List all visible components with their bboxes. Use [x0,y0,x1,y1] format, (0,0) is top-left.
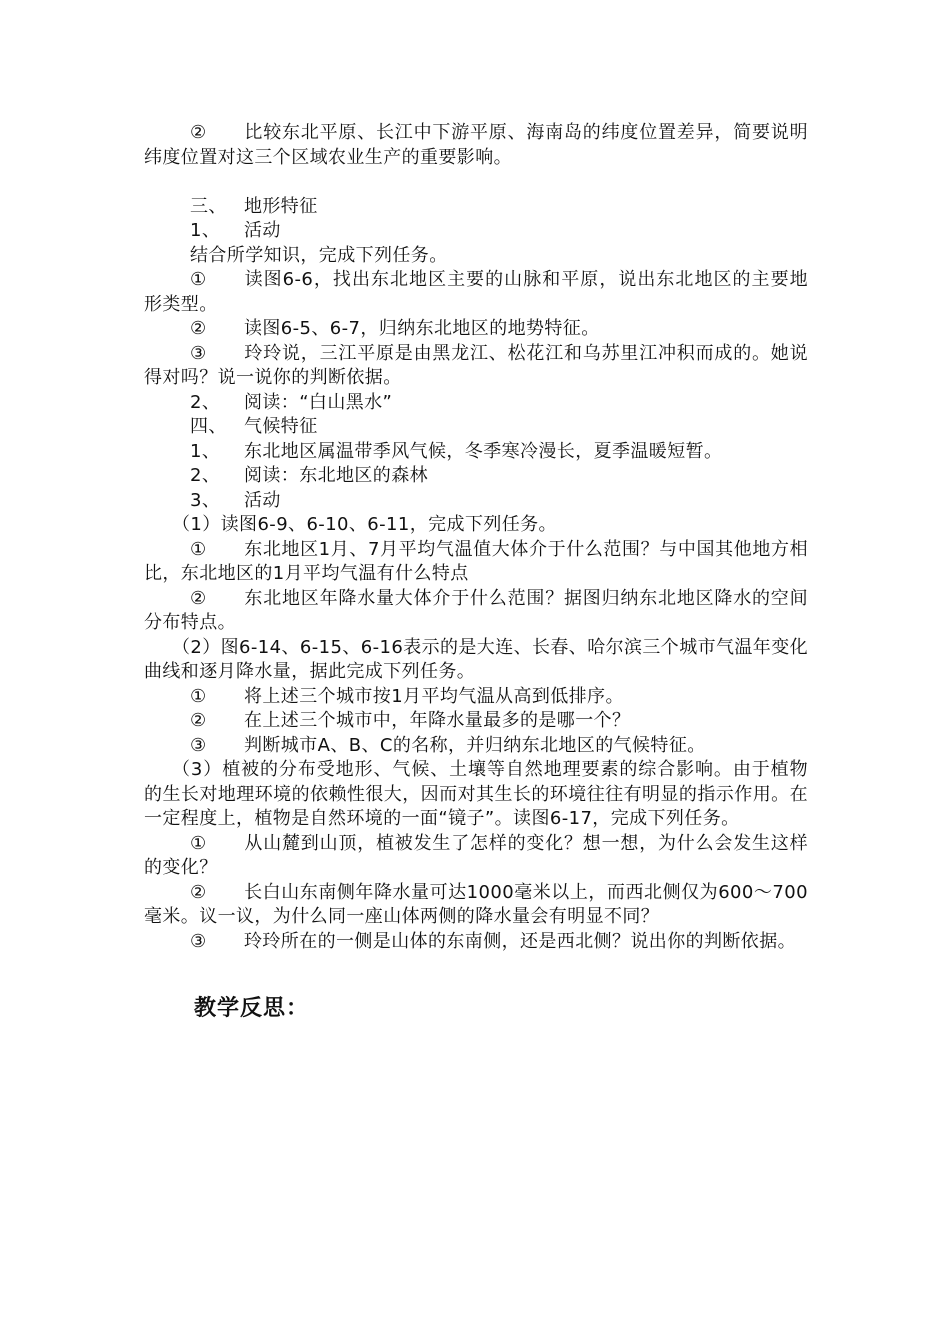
paragraph-text: 活动 [244,489,281,511]
paragraph-text: 判断城市A、B、C的名称，并归纳东北地区的气候特征。 [244,734,706,756]
paragraph [144,195,808,220]
paragraph-text: 长白山东南侧年降水量可达1000毫米以上，而西北侧仅为600～700毫米。议一议，为什么同一座山体两侧的降水量会有明显不同？ [144,881,808,927]
item-number: 1、 [190,220,221,241]
paragraph-text: 在上述三个城市中，年降水量最多的是哪一个？ [244,710,631,731]
paragraph [144,930,808,955]
paragraph-text: 读图6-5、6-7，归纳东北地区的地势特征。 [244,318,600,339]
item-number: ③ [190,342,207,364]
item-number: 三、 [190,195,227,217]
paragraph-text: （3）植被的分布受地形、气候、土壤等自然地理要素的综合影响。由于植物的生长对地理环境的依赖性很大，因而对其生长的环境往往有明显的指示作用。在一定程度上，植物是自然环境的一面“镜子”。读图6-17，完成下列任务。 [144,759,808,829]
item-number: ① [190,538,207,560]
paragraph-text: 阅读：“白山黑水” [244,391,393,413]
reflection-heading: 教学反思： [194,996,310,1021]
paragraph-text: 地形特征 [244,195,318,217]
paragraph-text: 气候特征 [244,416,318,437]
paragraph-text: （2）图6-14、6-15、6-16表示的是大连、长春、哈尔滨三个城市气温年变化曲线和逐月降水量，据此完成下列任务。 [144,636,809,682]
paragraph-text: 东北地区1月、7月平均气温值大体介于什么范围？与中国其他地方相比，东北地区的1月平均气温有什么特点 [144,538,808,584]
paragraph-text: 从山麓到山顶，植被发生了怎样的变化？想一想，为什么会发生这样的变化？ [144,832,808,878]
item-number: 四、 [190,416,227,437]
blank-line [144,170,808,195]
item-number: ② [190,881,207,903]
paragraph-text: 比较东北平原、长江中下游平原、海南岛的纬度位置差异，简要说明纬度位置对这三个区域农业生产的重要影响。 [144,122,808,168]
paragraph [144,636,808,685]
paragraph [144,342,808,391]
paragraph [144,464,808,489]
item-number: ② [190,122,207,143]
paragraph-text: 玲玲说，三江平原是由黑龙江、松花江和乌苏里江冲积而成的。她说得对吗？说一说你的判断依据。 [144,342,808,388]
paragraph [144,415,808,440]
item-number: ② [190,710,207,731]
paragraph-text: 东北地区年降水量大体介于什么范围？据图归纳东北地区降水的空间分布特点。 [144,587,808,633]
paragraph [144,440,808,465]
paragraph-text: 玲玲所在的一侧是山体的东南侧，还是西北侧？说出你的判断依据。 [244,930,796,952]
paragraph [144,881,808,930]
paragraph [144,219,808,244]
item-number: ② [190,318,207,339]
paragraph [144,489,808,514]
paragraph [144,391,808,416]
item-number: 3、 [190,489,221,511]
paragraph [144,734,808,759]
paragraph [144,244,808,269]
paragraph-text: 结合所学知识，完成下列任务。 [190,244,448,266]
paragraph [144,587,808,636]
paragraph [144,513,808,538]
document-body [144,121,808,1024]
paragraph-text: 活动 [244,220,281,241]
item-number: ① [190,269,207,290]
item-number: 1、 [190,440,221,462]
item-number: ① [190,832,207,854]
item-number: ③ [190,734,207,756]
item-number: ② [190,587,207,609]
item-number: 2、 [190,391,221,413]
paragraph-text: （1）读图6-9、6-10、6-11，完成下列任务。 [172,514,557,535]
item-number: ① [190,685,207,707]
paragraph-text: 将上述三个城市按1月平均气温从高到低排序。 [244,685,624,707]
item-number: ③ [190,930,207,952]
paragraph-text: 阅读：东北地区的森林 [244,465,428,486]
paragraph [144,709,808,734]
paragraph [144,685,808,710]
paragraph [144,832,808,881]
paragraph [144,268,808,317]
paragraph [144,317,808,342]
paragraph-text: 东北地区属温带季风气候，冬季寒冷漫长，夏季温暖短暂。 [244,440,723,462]
item-number: 2、 [190,465,221,486]
paragraph [144,538,808,587]
paragraph [144,121,808,170]
paragraph-text: 读图6-6，找出东北地区主要的山脉和平原，说出东北地区的主要地形类型。 [144,269,808,315]
paragraph [144,758,808,832]
